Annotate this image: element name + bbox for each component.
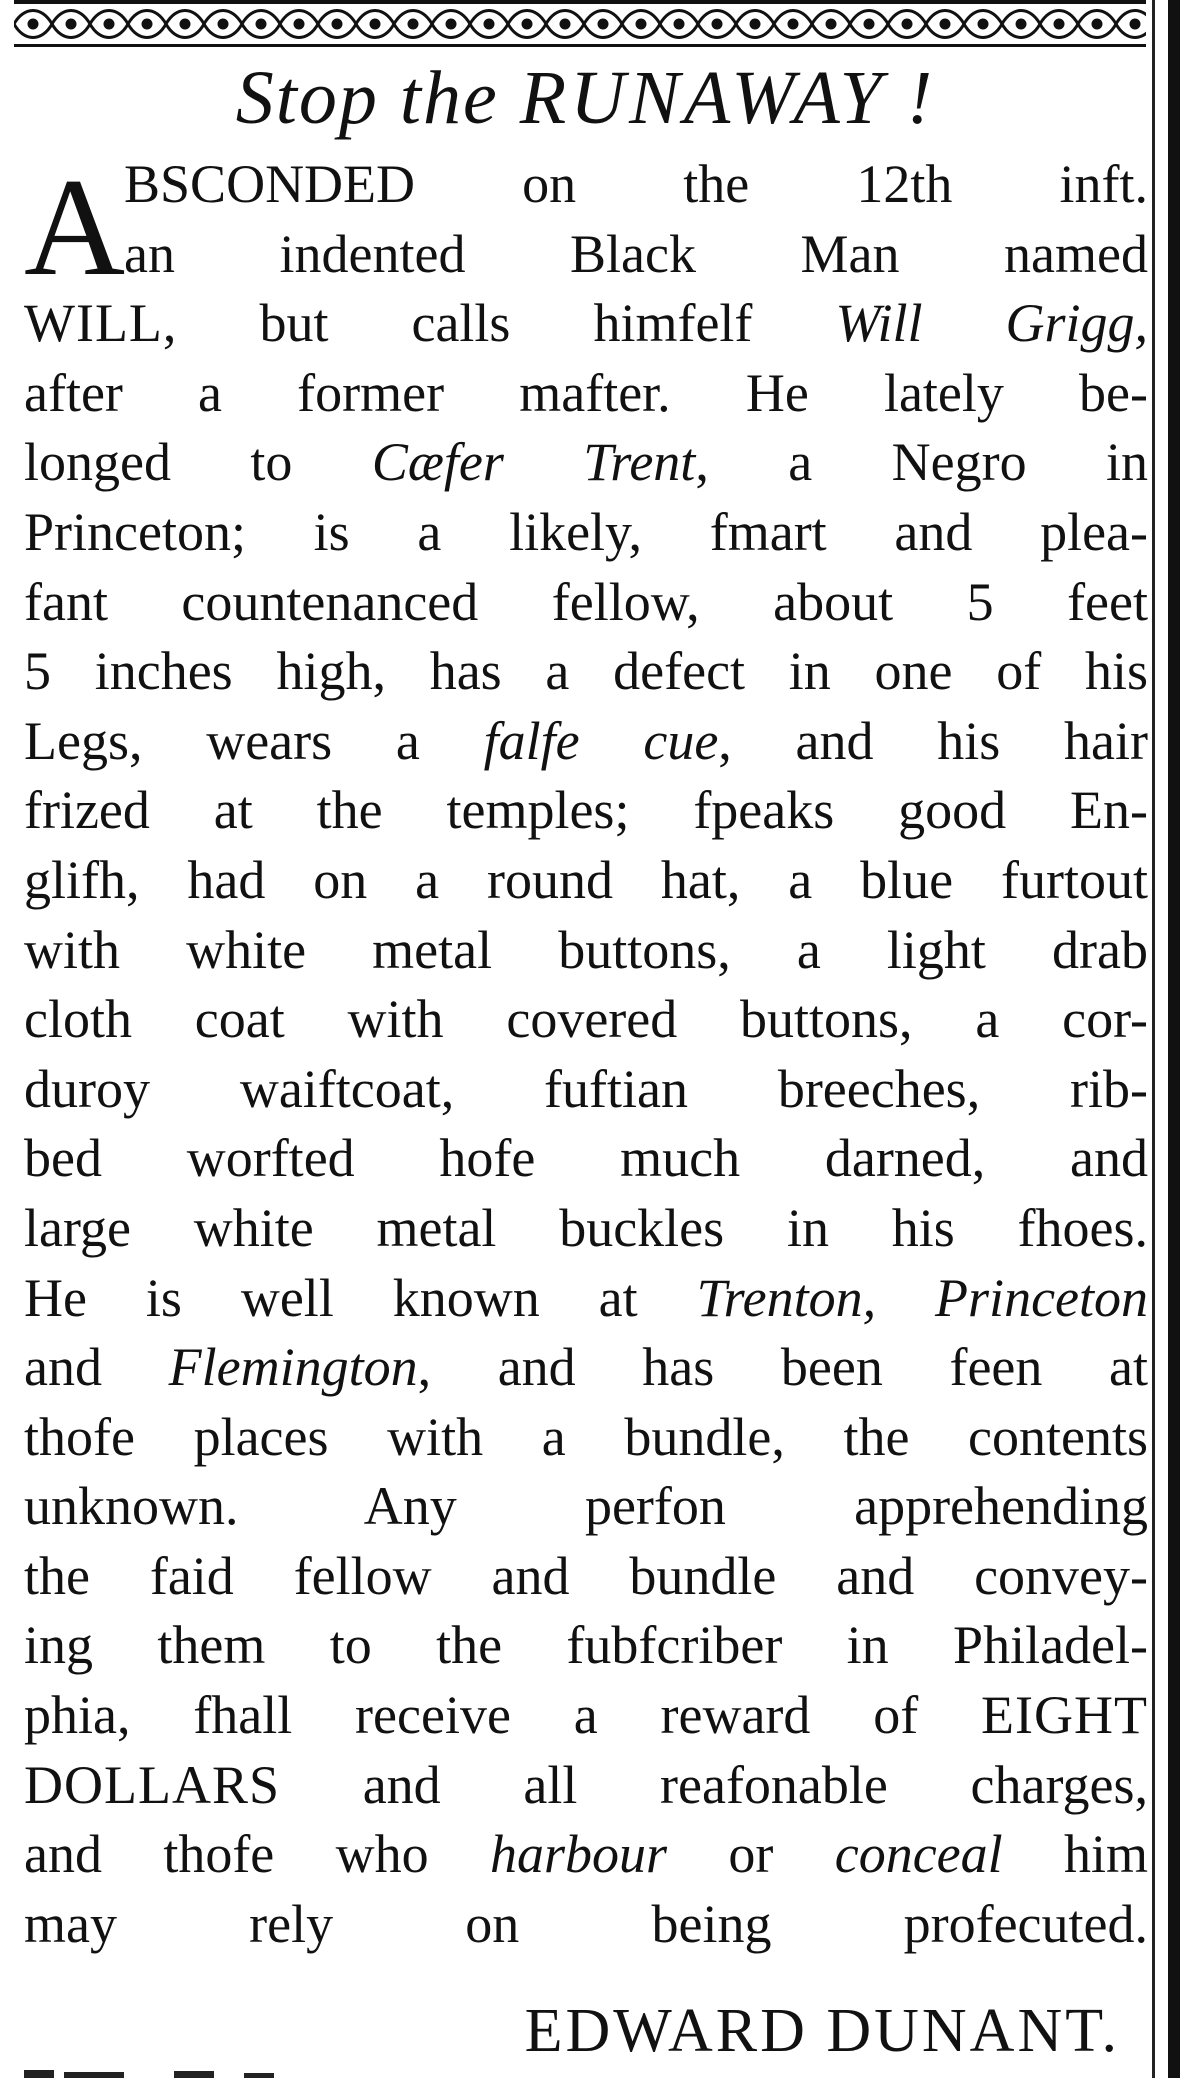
- text-run: duroy waiftcoat, fuftian breeches, rib-: [24, 1058, 1148, 1119]
- text-line: [24, 1194, 1148, 1264]
- text-run: DOLLARS: [24, 1754, 281, 1815]
- text-run: , and his hair: [718, 710, 1148, 771]
- text-run: Legs, wears a: [24, 710, 484, 771]
- text-line: [24, 568, 1148, 638]
- border-ornament-dot: [485, 20, 493, 28]
- border-ornament-dot: [1017, 20, 1025, 28]
- text-run: the faid fellow and bundle and convey-: [24, 1545, 1148, 1606]
- border-ornament-dot: [979, 20, 987, 28]
- text-run: with white metal buttons, a light drab: [24, 919, 1148, 980]
- border-ornament-dot: [333, 20, 341, 28]
- text-run: BSCONDED on the 12th inft.: [124, 154, 1148, 214]
- text-line: [24, 1472, 1148, 1542]
- text-run: harbour: [490, 1824, 668, 1885]
- border-ornament-dot: [409, 20, 417, 28]
- text-line: [24, 1264, 1148, 1334]
- border-ornament-dot: [599, 20, 607, 28]
- border-ornament-dot: [67, 20, 75, 28]
- text-line: [24, 359, 1148, 429]
- text-run: 5 inches high, has a defect in one of his: [24, 641, 1148, 702]
- text-line: [24, 1611, 1148, 1681]
- text-run: Will Grigg,: [835, 293, 1148, 354]
- text-run: Trenton, Princeton: [696, 1267, 1148, 1328]
- text-run: conceal: [834, 1824, 1003, 1885]
- border-ornament-dot: [713, 20, 721, 28]
- border-ornament-dot: [1131, 20, 1139, 28]
- next-item-fragment: [24, 2062, 524, 2078]
- border-ornament-dot: [1055, 20, 1063, 28]
- text-line: [24, 498, 1148, 568]
- border-ornament-dot: [523, 20, 531, 28]
- text-line: [24, 1124, 1148, 1194]
- text-line: [24, 1403, 1148, 1473]
- text-run: , and has been feen at: [417, 1337, 1148, 1398]
- text-run: thofe places with a bundle, the contents: [24, 1406, 1148, 1467]
- text-line: [24, 985, 1148, 1055]
- text-run: Princeton; is a likely, fmart and plea-: [24, 501, 1148, 562]
- text-run: Flemington: [168, 1337, 418, 1398]
- text-line: [24, 1890, 1148, 1960]
- text-line: [24, 1055, 1148, 1125]
- text-run: unknown. Any perfon apprehending: [24, 1476, 1148, 1537]
- text-run: large white metal buckles in his fhoes.: [24, 1197, 1148, 1258]
- border-ornament-dot: [675, 20, 683, 28]
- text-line: [24, 846, 1148, 916]
- text-run: longed to: [24, 432, 372, 493]
- signature: EDWARD DUNANT.: [524, 1997, 1120, 2065]
- headline-caps: RUNAWAY: [519, 56, 886, 140]
- text-run: , a Negro in: [695, 432, 1148, 493]
- border-ornament-dot: [941, 20, 949, 28]
- border-ornament-dot: [29, 20, 37, 28]
- column-rule-inner: [1152, 0, 1155, 2078]
- text-line: [24, 428, 1148, 498]
- border-ornament-dot: [827, 20, 835, 28]
- text-run: bed worfted hofe much darned, and: [24, 1128, 1148, 1189]
- decorative-border-top: [14, 0, 1146, 50]
- text-run: WILL: [24, 293, 163, 354]
- text-run: Cæfer Trent: [371, 432, 696, 493]
- border-ornament-dot: [295, 20, 303, 28]
- text-line: [24, 776, 1148, 846]
- border-ornament-dot: [789, 20, 797, 28]
- text-run: and thofe who: [24, 1824, 490, 1885]
- column-rule: [1168, 0, 1180, 2078]
- text-line: [24, 1751, 1148, 1821]
- border-ornament-dot: [903, 20, 911, 28]
- text-run: glifh, had on a round hat, a blue furtout: [24, 849, 1148, 910]
- text-run: cloth coat with covered buttons, a cor-: [24, 989, 1148, 1050]
- text-run: ing them to the fubfcriber in Philadel-: [24, 1615, 1148, 1676]
- drop-cap: A: [24, 150, 126, 305]
- text-run: , but calls himfelf: [162, 293, 836, 354]
- border-ornament-dot: [371, 20, 379, 28]
- border-ornament-dot: [219, 20, 227, 28]
- text-line: [24, 707, 1148, 777]
- border-ornament-dot: [105, 20, 113, 28]
- text-line: [24, 1333, 1148, 1403]
- text-line: [24, 289, 1148, 359]
- text-line: [24, 1820, 1148, 1890]
- text-run: fant countenanced fellow, about 5 feet: [24, 571, 1148, 632]
- headline-post: !: [885, 56, 935, 140]
- text-run: phia, fhall receive a reward of: [24, 1685, 982, 1746]
- text-line: [24, 220, 1148, 290]
- border-ornament-dot: [143, 20, 151, 28]
- text-run: He is well known at: [24, 1267, 697, 1328]
- border-ornament-dot: [561, 20, 569, 28]
- text-run: frized at the temples; fpeaks good En-: [24, 780, 1148, 841]
- text-run: him: [1002, 1824, 1148, 1885]
- border-ornament-dot: [637, 20, 645, 28]
- text-run: and all reafonable charges,: [280, 1754, 1148, 1815]
- body-lines: [24, 150, 1148, 1959]
- text-line: [24, 916, 1148, 986]
- border-ornament-dot: [447, 20, 455, 28]
- border-ornament-dot: [1093, 20, 1101, 28]
- border-ornament-dot: [257, 20, 265, 28]
- text-run: after a former mafter. He lately be-: [24, 362, 1148, 423]
- text-run: an indented Black Man named: [124, 223, 1148, 284]
- text-run: and: [24, 1337, 169, 1398]
- text-run: EIGHT: [981, 1685, 1148, 1746]
- text-run: or: [667, 1824, 835, 1885]
- text-run: may rely on being profecuted.: [24, 1893, 1148, 1954]
- border-ornament-dot: [751, 20, 759, 28]
- advertisement-body: [24, 150, 1148, 1959]
- text-run: falfe cue: [483, 710, 719, 771]
- text-line: [24, 637, 1148, 707]
- border-ornament-dot: [865, 20, 873, 28]
- headline: [20, 56, 1150, 140]
- border-ornament-dot: [181, 20, 189, 28]
- text-line: [24, 1681, 1148, 1751]
- text-line: [24, 150, 1148, 220]
- headline-pre: Stop the: [235, 56, 520, 140]
- text-line: [24, 1542, 1148, 1612]
